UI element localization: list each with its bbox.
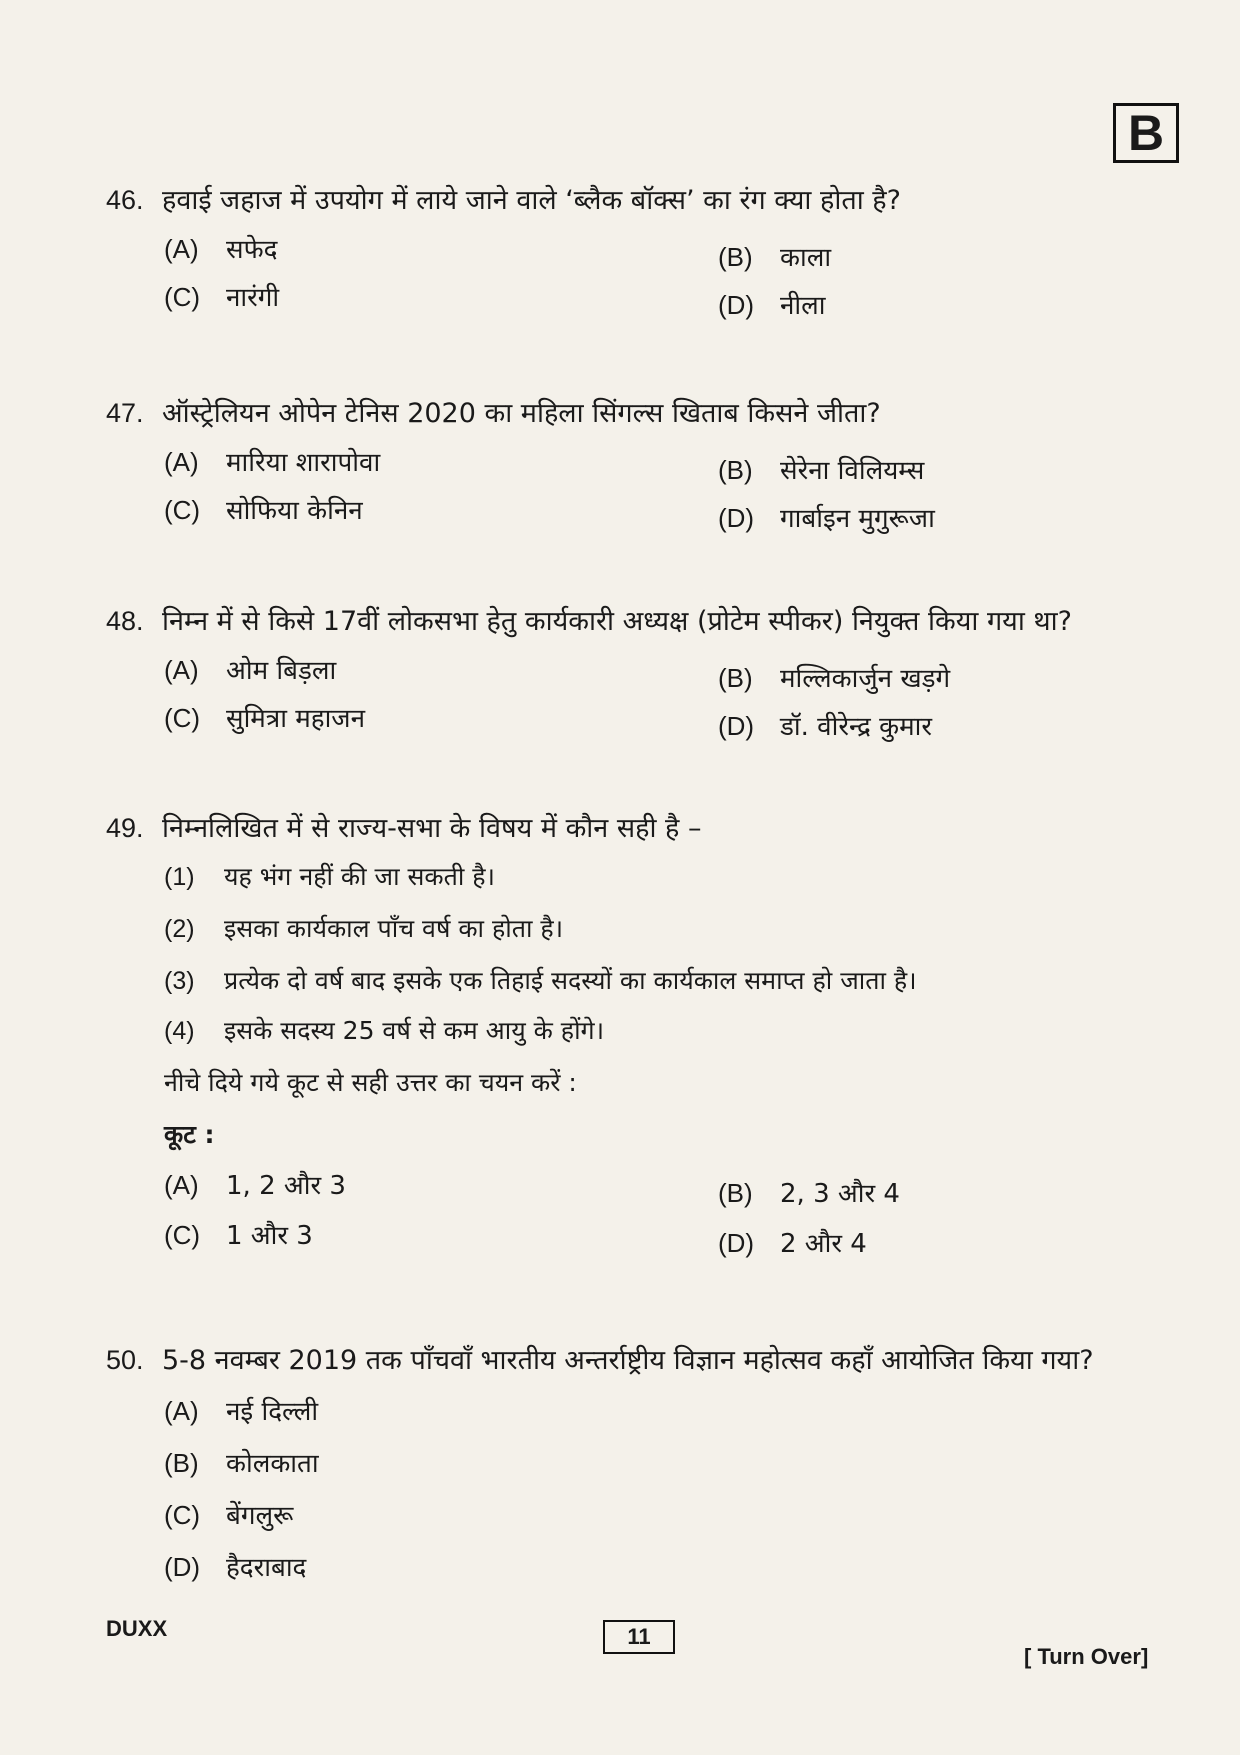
- option-b: (B) काला: [718, 242, 832, 273]
- turn-over-note: [ Turn Over]: [1024, 1644, 1149, 1669]
- question-set-label: B: [1113, 103, 1179, 163]
- option-d: (D) डॉ. वीरेन्द्र कुमार: [718, 711, 932, 742]
- option-a: (A) सफेद: [164, 234, 278, 265]
- question-number: 47.: [106, 398, 144, 428]
- instruction: नीचे दिये गये कूट से सही उत्तर का चयन करें :: [164, 1068, 577, 1097]
- code-label: कूट :: [164, 1120, 215, 1149]
- question-number: 46.: [106, 185, 144, 215]
- question-stem: [106, 808, 1136, 849]
- option-d: (D) 2 और 4: [718, 1228, 867, 1259]
- statement-3: (3) प्रत्येक दो वर्ष बाद इसके एक तिहाई सदस्यों का कार्यकाल समाप्त हो जाता है।: [164, 966, 917, 995]
- option-d: (D) गार्बाइन मुगुरूजा: [718, 503, 935, 534]
- question-number: 48.: [106, 606, 144, 636]
- question-text: निम्न में से किसे 17वीं लोकसभा हेतु कार्यकारी अध्यक्ष (प्रोटेम स्पीकर) नियुक्त किया गया था?: [162, 606, 1072, 637]
- question-50: [106, 1340, 1136, 1611]
- question-48: [106, 601, 1136, 752]
- question-text: निम्नलिखित में से राज्य-सभा के विषय में कौन सही है –: [162, 813, 702, 844]
- question-stem: [106, 393, 1136, 434]
- option-c: (C) सुमित्रा महाजन: [164, 703, 366, 734]
- question-47: [106, 393, 1136, 544]
- option-a: (A) नई दिल्ली: [164, 1396, 319, 1427]
- question-49: [106, 808, 1136, 1269]
- question-number: 49.: [106, 813, 144, 843]
- option-d: (D) हैदराबाद: [164, 1552, 307, 1583]
- statement-2: (2) इसका कार्यकाल पाँच वर्ष का होता है।: [164, 914, 564, 943]
- page-number: 11: [603, 1620, 675, 1654]
- statement-1: (1) यह भंग नहीं की जा सकती है।: [164, 862, 496, 891]
- question-number: 50.: [106, 1345, 144, 1375]
- statements-and-options: [106, 849, 1136, 1269]
- question-stem: [106, 601, 1136, 642]
- question-46: [106, 180, 1136, 331]
- options: [106, 444, 1136, 544]
- question-text: 5-8 नवम्बर 2019 तक पाँचवाँ भारतीय अन्तर्राष्ट्रीय विज्ञान महोत्सव कहाँ आयोजित किया गया?: [162, 1345, 1094, 1376]
- question-stem: [106, 180, 1136, 221]
- option-c: (C) बेंगलुरू: [164, 1500, 294, 1531]
- question-stem: [106, 1340, 1136, 1381]
- options: [106, 652, 1136, 752]
- option-a: (A) 1, 2 और 3: [164, 1170, 346, 1201]
- option-c: (C) नारंगी: [164, 282, 280, 313]
- options: [106, 1391, 1136, 1611]
- question-text: ऑस्ट्रेलियन ओपेन टेनिस 2020 का महिला सिंगल्स खिताब किसने जीता?: [162, 398, 881, 429]
- options: [106, 231, 1136, 331]
- option-b: (B) कोलकाता: [164, 1448, 319, 1479]
- option-b: (B) मल्लिकार्जुन खड़गे: [718, 663, 951, 694]
- statement-4: (4) इसके सदस्य 25 वर्ष से कम आयु के होंगे।: [164, 1016, 605, 1045]
- option-a: (A) मारिया शारापोवा: [164, 447, 381, 478]
- booklet-code: DUXX: [106, 1616, 168, 1641]
- question-text: हवाई जहाज में उपयोग में लाये जाने वाले ‘ब्लैक बॉक्स’ का रंग क्या होता है?: [162, 185, 901, 216]
- option-b: (B) 2, 3 और 4: [718, 1178, 900, 1209]
- option-b: (B) सेरेना विलियम्स: [718, 455, 925, 486]
- option-c: (C) 1 और 3: [164, 1220, 313, 1251]
- option-d: (D) नीला: [718, 290, 826, 321]
- option-a: (A) ओम बिड़ला: [164, 655, 337, 686]
- option-c: (C) सोफिया केनिन: [164, 495, 363, 526]
